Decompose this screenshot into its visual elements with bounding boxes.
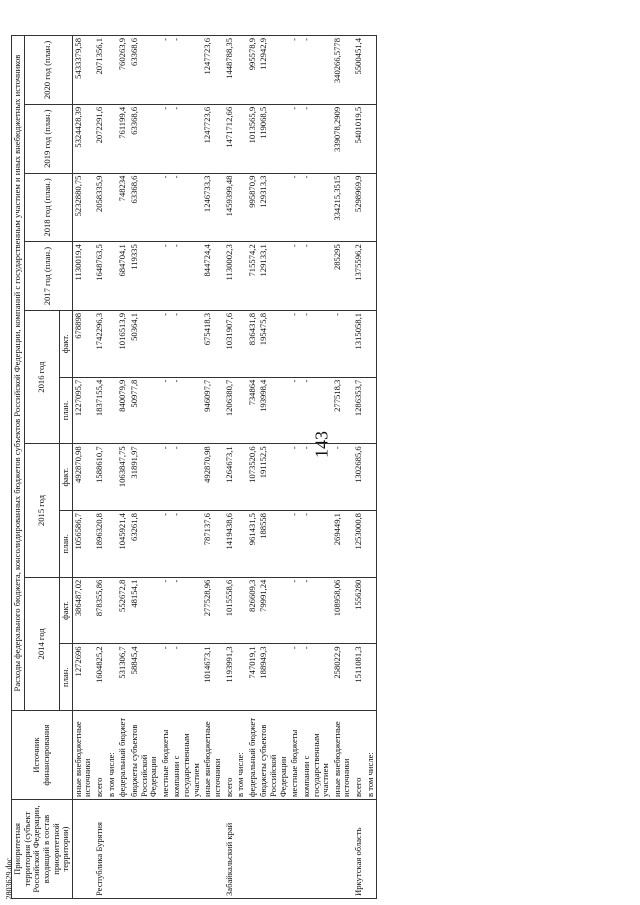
source-cell: в том числе: [235, 711, 247, 800]
value-cell [106, 577, 118, 644]
value-cell: - [171, 104, 202, 173]
territory-cell [258, 799, 289, 898]
value-cell: - [301, 377, 332, 444]
value-cell: 5500451,4 [353, 36, 365, 105]
value-cell: - [171, 377, 202, 444]
rotated-page [11, 35, 589, 899]
value-cell: - [160, 644, 172, 711]
value-cell: 492870,98 [72, 444, 94, 511]
value-cell: - [301, 644, 332, 711]
header-2017: 2017 год (план.) [24, 242, 72, 311]
value-cell: 1264673,1 [224, 444, 236, 511]
value-cell [106, 377, 118, 444]
value-cell: 1896320,8 [94, 511, 106, 578]
value-cell: 188949,3 [258, 644, 289, 711]
header-plan: план. [60, 644, 73, 711]
value-cell: 1556280 [353, 577, 365, 644]
header-2018: 2018 год (план.) [24, 173, 72, 242]
value-cell: 1073520,6 [247, 444, 259, 511]
value-cell: 961431,5 [247, 511, 259, 578]
territory-cell: Забайкальский край [224, 799, 236, 898]
value-cell: 277528,96 [202, 577, 223, 644]
value-cell: 63261,8 [129, 511, 160, 578]
value-cell: 129133,1 [258, 242, 289, 311]
header-fact: факт. [60, 310, 73, 377]
value-cell: 1315058,1 [353, 310, 365, 377]
value-cell: 119068,5 [258, 104, 289, 173]
table-row [106, 36, 118, 899]
table-row [171, 36, 202, 899]
value-cell [106, 36, 118, 105]
value-cell: 5232880,75 [72, 173, 94, 242]
value-cell [365, 511, 377, 578]
value-cell: 58845,4 [129, 644, 160, 711]
value-cell [235, 444, 247, 511]
value-cell: - [289, 377, 301, 444]
value-cell: 946097,7 [202, 377, 223, 444]
value-cell: 1286353,7 [353, 377, 365, 444]
value-cell: 1604825,2 [94, 644, 106, 711]
territory-cell [301, 799, 332, 898]
value-cell [365, 310, 377, 377]
value-cell: 995870,9 [247, 173, 259, 242]
header-fact: факт. [60, 577, 73, 644]
value-cell [235, 644, 247, 711]
header-expenses: Расходы федерального бюджета, консолидированных бюджетов субъектов Российской Федерации, компаний с государственным участием и иных внебюджетных источников [12, 36, 25, 711]
value-cell: 5324428,39 [72, 104, 94, 173]
header-2015: 2015 год [24, 444, 60, 577]
value-cell: - [289, 644, 301, 711]
page-number: 143 [311, 431, 332, 458]
value-cell: - [301, 511, 332, 578]
value-cell: - [301, 36, 332, 105]
value-cell: - [332, 310, 353, 377]
value-cell: 747019,1 [247, 644, 259, 711]
value-cell: 675418,3 [202, 310, 223, 377]
value-cell: 1246733,3 [202, 173, 223, 242]
financing-table [11, 35, 377, 899]
value-cell: 1014673,1 [202, 644, 223, 711]
value-cell: - [160, 36, 172, 105]
value-cell [365, 242, 377, 311]
value-cell: 995578,9 [247, 36, 259, 105]
value-cell: - [289, 242, 301, 311]
source-cell: иные внебюджетные источники [332, 711, 353, 800]
table-row [117, 36, 129, 899]
territory-cell [289, 799, 301, 898]
value-cell: 188558 [258, 511, 289, 578]
table-row [258, 36, 289, 899]
source-cell: компании с государственным участием [301, 711, 332, 800]
value-cell: 844724,4 [202, 242, 223, 311]
value-cell: 715574,2 [247, 242, 259, 311]
value-cell: 787137,6 [202, 511, 223, 578]
value-cell: 334215,3515 [332, 173, 353, 242]
value-cell [365, 104, 377, 173]
value-cell: 50364,1 [129, 310, 160, 377]
source-cell: бюджеты субъектов Российской Федерации [129, 711, 160, 800]
value-cell: 1511081,3 [353, 644, 365, 711]
value-cell: - [160, 377, 172, 444]
territory-cell [235, 799, 247, 898]
table-row [72, 36, 94, 899]
value-cell: 1227095,7 [72, 377, 94, 444]
value-cell: 1130019,4 [72, 242, 94, 311]
source-cell: иные внебюджетные источники [202, 711, 223, 800]
source-cell: местные бюджеты [289, 711, 301, 800]
value-cell: 1742296,3 [94, 310, 106, 377]
header-2020: 2020 год (план.) [24, 36, 72, 105]
source-cell: федеральный бюджет [117, 711, 129, 800]
value-cell: 552672,8 [117, 577, 129, 644]
value-cell [106, 104, 118, 173]
table-row [202, 36, 223, 899]
value-cell: - [171, 577, 202, 644]
value-cell: 2071356,1 [94, 36, 106, 105]
value-cell: 1045921,4 [117, 511, 129, 578]
source-cell: в том числе: [365, 711, 377, 800]
table-row [332, 36, 353, 899]
value-cell: 492870,98 [202, 444, 223, 511]
value-cell: 684704,1 [117, 242, 129, 311]
value-cell: 1247723,6 [202, 36, 223, 105]
value-cell: 112942,9 [258, 36, 289, 105]
table-row [129, 36, 160, 899]
value-cell: 48154,1 [129, 577, 160, 644]
value-cell: 1253000,8 [353, 511, 365, 578]
source-cell: бюджеты субъектов Российской Федерации [258, 711, 289, 800]
territory-cell [365, 799, 377, 898]
table-body [72, 36, 377, 899]
value-cell [365, 377, 377, 444]
source-cell: всего [353, 711, 365, 800]
territory-cell [72, 799, 94, 898]
source-cell: местные бюджеты [160, 711, 172, 800]
table-row [289, 36, 301, 899]
territory-cell: Республика Бурятия [94, 799, 106, 898]
source-cell: всего [224, 711, 236, 800]
territory-cell [160, 799, 172, 898]
value-cell: 63368,6 [129, 104, 160, 173]
value-cell: 1448788,35 [224, 36, 236, 105]
value-cell: 50977,8 [129, 377, 160, 444]
territory-cell [171, 799, 202, 898]
value-cell: 748234 [117, 173, 129, 242]
value-cell: - [289, 577, 301, 644]
value-cell: 1648763,5 [94, 242, 106, 311]
header-2019: 2019 год (план.) [24, 104, 72, 173]
value-cell: 1588610,7 [94, 444, 106, 511]
value-cell: - [171, 511, 202, 578]
value-cell [106, 310, 118, 377]
value-cell: 836431,8 [247, 310, 259, 377]
value-cell [365, 644, 377, 711]
value-cell: - [171, 444, 202, 511]
value-cell: 386487,02 [72, 577, 94, 644]
value-cell: 1272696 [72, 644, 94, 711]
value-cell: 1031907,6 [224, 310, 236, 377]
territory-cell [202, 799, 223, 898]
value-cell [235, 577, 247, 644]
territory-cell [247, 799, 259, 898]
value-cell: 1013565,9 [247, 104, 259, 173]
value-cell: - [160, 173, 172, 242]
value-cell [106, 444, 118, 511]
territory-cell [117, 799, 129, 898]
value-cell: - [332, 444, 353, 511]
value-cell: 2058335,9 [94, 173, 106, 242]
value-cell: - [301, 444, 332, 511]
value-cell: 878355,86 [94, 577, 106, 644]
value-cell: - [160, 444, 172, 511]
value-cell: - [171, 173, 202, 242]
value-cell [106, 644, 118, 711]
value-cell: - [289, 310, 301, 377]
value-cell [365, 173, 377, 242]
value-cell [235, 511, 247, 578]
header-2014: 2014 год [24, 577, 60, 710]
value-cell: - [160, 577, 172, 644]
table-row [301, 36, 332, 899]
value-cell: 1016513,9 [117, 310, 129, 377]
value-cell: 269449,1 [332, 511, 353, 578]
value-cell: 339078,2909 [332, 104, 353, 173]
value-cell: 277518,3 [332, 377, 353, 444]
table-row [365, 36, 377, 899]
value-cell: 195475,8 [258, 310, 289, 377]
value-cell: 1302685,6 [353, 444, 365, 511]
value-cell: 258022,9 [332, 644, 353, 711]
value-cell [106, 511, 118, 578]
value-cell [106, 173, 118, 242]
value-cell: - [160, 511, 172, 578]
table-row [160, 36, 172, 899]
value-cell: 5433379,58 [72, 36, 94, 105]
territory-cell: Иркутская область [353, 799, 365, 898]
value-cell: 1471712,66 [224, 104, 236, 173]
table-row [235, 36, 247, 899]
territory-cell [332, 799, 353, 898]
value-cell: - [171, 644, 202, 711]
value-cell: 193998,4 [258, 377, 289, 444]
table-row [224, 36, 236, 899]
value-cell: - [301, 104, 332, 173]
value-cell: 285295 [332, 242, 353, 311]
table-row [353, 36, 365, 899]
value-cell: 129313,3 [258, 173, 289, 242]
header-fact: факт. [60, 444, 73, 511]
value-cell: 119335 [129, 242, 160, 311]
value-cell: 5298969,9 [353, 173, 365, 242]
header-source: Источник финансирования [12, 711, 73, 800]
source-cell: всего [94, 711, 106, 800]
value-cell [365, 444, 377, 511]
source-cell: в том числе: [106, 711, 118, 800]
header-territory: Приоритетная территория (субъект Российской Федерации, входящий в состав приоритетной территории) [12, 799, 73, 898]
value-cell: 2072291,6 [94, 104, 106, 173]
value-cell: 63368,6 [129, 173, 160, 242]
value-cell [235, 104, 247, 173]
value-cell: - [289, 444, 301, 511]
value-cell: 79991,24 [258, 577, 289, 644]
value-cell: 1193991,3 [224, 644, 236, 711]
value-cell: 1130002,3 [224, 242, 236, 311]
source-cell: федеральный бюджет [247, 711, 259, 800]
value-cell: - [289, 36, 301, 105]
source-cell: компании с государственным участием [171, 711, 202, 800]
value-cell: 1419438,6 [224, 511, 236, 578]
value-cell: 1459399,48 [224, 173, 236, 242]
value-cell [235, 242, 247, 311]
document-filename: 2803629.doc [4, 857, 14, 900]
value-cell: 31891,97 [129, 444, 160, 511]
value-cell: - [160, 310, 172, 377]
value-cell: 1375596,2 [353, 242, 365, 311]
value-cell: 826609,3 [247, 577, 259, 644]
header-plan: план. [60, 377, 73, 444]
value-cell: 191152,5 [258, 444, 289, 511]
value-cell [235, 36, 247, 105]
value-cell: 734864 [247, 377, 259, 444]
value-cell: - [171, 310, 202, 377]
source-cell: иные внебюджетные источники [72, 711, 94, 800]
value-cell [106, 242, 118, 311]
value-cell: - [171, 242, 202, 311]
value-cell: 63368,6 [129, 36, 160, 105]
value-cell [235, 310, 247, 377]
value-cell [365, 577, 377, 644]
value-cell: 5401019,5 [353, 104, 365, 173]
value-cell [235, 173, 247, 242]
value-cell: 1206380,7 [224, 377, 236, 444]
value-cell: - [301, 242, 332, 311]
value-cell: 840079,9 [117, 377, 129, 444]
value-cell: 531306,7 [117, 644, 129, 711]
value-cell: - [301, 310, 332, 377]
value-cell [235, 377, 247, 444]
table-row [247, 36, 259, 899]
header-plan: план. [60, 511, 73, 578]
value-cell [365, 36, 377, 105]
table-row [94, 36, 106, 899]
value-cell: - [171, 36, 202, 105]
value-cell: 1837155,4 [94, 377, 106, 444]
value-cell: 1247723,6 [202, 104, 223, 173]
value-cell: 1063847,75 [117, 444, 129, 511]
value-cell: 678898 [72, 310, 94, 377]
value-cell: - [289, 173, 301, 242]
value-cell: - [289, 511, 301, 578]
value-cell: 108958,06 [332, 577, 353, 644]
value-cell: 761199,4 [117, 104, 129, 173]
header-2016: 2016 год [24, 310, 60, 443]
value-cell: 1056586,7 [72, 511, 94, 578]
value-cell: - [301, 173, 332, 242]
value-cell: - [301, 577, 332, 644]
value-cell: - [289, 104, 301, 173]
territory-cell [129, 799, 160, 898]
value-cell: - [160, 242, 172, 311]
value-cell: 1015558,6 [224, 577, 236, 644]
territory-cell [106, 799, 118, 898]
value-cell: 340266,5778 [332, 36, 353, 105]
value-cell: - [160, 104, 172, 173]
value-cell: 760263,9 [117, 36, 129, 105]
